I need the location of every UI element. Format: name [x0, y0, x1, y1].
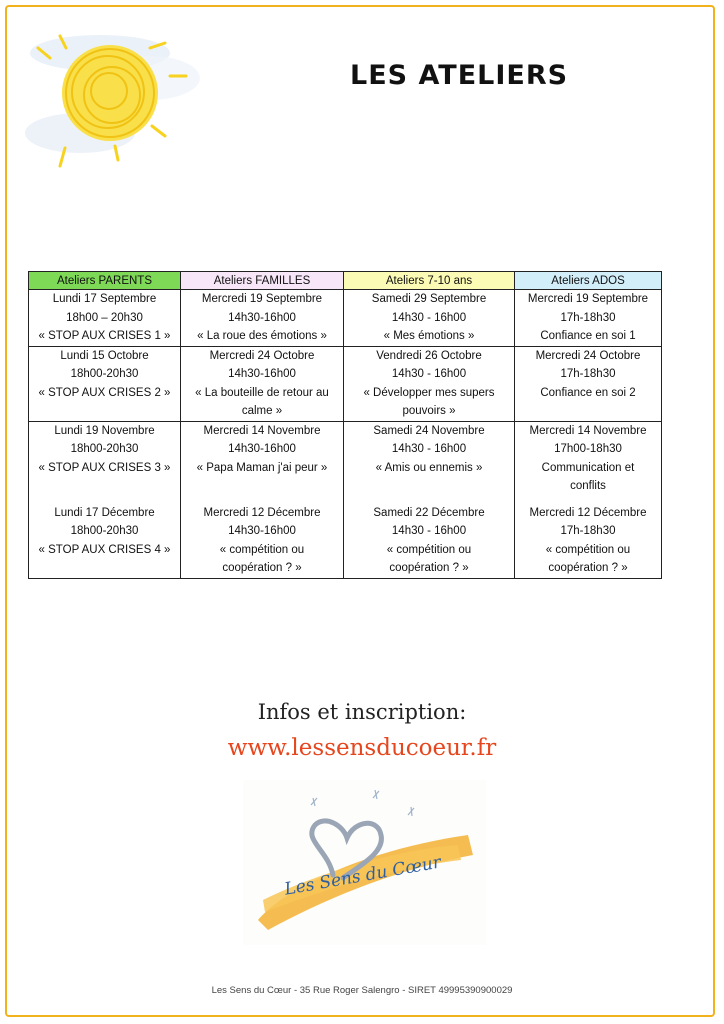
- session-cell: [344, 346, 515, 421]
- session-time: 17h-18h30: [560, 311, 616, 324]
- session-topic: « La bouteille de retour au: [195, 386, 329, 399]
- session-cell: [344, 290, 515, 347]
- session-topic: pouvoirs »: [402, 405, 456, 417]
- session-time: 14h30-16h00: [228, 525, 296, 537]
- session-time: 14h30-16h00: [228, 443, 296, 455]
- session-cell: [344, 421, 515, 496]
- session-topic: « compétition ou: [219, 543, 305, 556]
- session-topic: « La roue des émotions »: [197, 330, 327, 342]
- infos-label: Infos et inscription:: [257, 700, 467, 724]
- session-date: Mercredi 14 Novembre: [529, 424, 647, 437]
- website-link[interactable]: www.lessensducoeur.fr: [227, 735, 497, 761]
- session-topic: coopération ? »: [222, 562, 302, 574]
- session-time: 14h30-16h00: [228, 311, 296, 324]
- session-topic: Communication et: [541, 461, 635, 474]
- session-topic: coopération ? »: [548, 562, 628, 574]
- session-time: 18h00 – 20h30: [66, 311, 143, 324]
- session-topic: « Papa Maman j'ai peur »: [196, 461, 328, 474]
- page-title: LES ATELIERS: [350, 60, 569, 91]
- session-topic: Confiance en soi 2: [540, 386, 636, 399]
- session-cell: [29, 290, 181, 347]
- session-time: 14h30 - 16h00: [391, 525, 467, 537]
- table-row: [29, 496, 662, 579]
- session-time: 17h00-18h30: [554, 443, 622, 455]
- session-cell: [181, 346, 344, 421]
- session-date: Lundi 17 Septembre: [52, 293, 157, 305]
- table-row: [29, 421, 662, 496]
- session-cell: [29, 346, 181, 421]
- table-row: [29, 346, 662, 421]
- session-date: Mercredi 14 Novembre: [203, 424, 321, 437]
- session-topic: « compétition ou: [545, 543, 631, 556]
- logo-text: Les Sens du Cœur: [283, 852, 443, 900]
- session-date: Mercredi 19 Septembre: [527, 293, 649, 305]
- session-date: Mercredi 12 Décembre: [203, 506, 321, 519]
- session-date: Samedi 24 Novembre: [373, 424, 485, 437]
- session-topic: coopération ? »: [389, 562, 469, 574]
- session-cell: [515, 421, 662, 496]
- session-time: 17h-18h30: [560, 525, 616, 537]
- session-date: Lundi 15 Octobre: [60, 349, 149, 362]
- session-date: Lundi 19 Novembre: [54, 424, 155, 437]
- session-time: 14h30 - 16h00: [391, 368, 467, 380]
- session-cell: [344, 496, 515, 579]
- session-date: Mercredi 24 Octobre: [535, 349, 641, 362]
- logo: [243, 780, 486, 945]
- session-topic: « Mes émotions »: [383, 330, 475, 342]
- session-topic: « compétition ou: [386, 543, 472, 556]
- session-topic: Confiance en soi 1: [540, 330, 636, 342]
- session-topic: « Amis ou ennemis »: [375, 461, 483, 474]
- workshop-schedule-table: [28, 271, 662, 579]
- session-time: 17h-18h30: [560, 368, 616, 380]
- session-time: 18h00-20h30: [70, 443, 139, 455]
- session-time: 18h00-20h30: [70, 368, 139, 380]
- session-topic: calme »: [241, 405, 283, 417]
- footer-text: Les Sens du Cœur - 35 Rue Roger Salengro - SIRET 49995390900029: [211, 985, 513, 996]
- sun-illustration: [20, 18, 220, 193]
- header-ados: Ateliers ADOS: [515, 272, 662, 290]
- table-row: [29, 290, 662, 347]
- header-7-10-ans: Ateliers 7-10 ans: [344, 272, 515, 290]
- session-date: Mercredi 19 Septembre: [201, 293, 323, 305]
- session-date: Vendredi 26 Octobre: [376, 349, 482, 362]
- session-topic: « STOP AUX CRISES 4 »: [38, 543, 171, 556]
- session-cell: [515, 496, 662, 579]
- session-cell: [29, 496, 181, 579]
- session-date: Mercredi 12 Décembre: [529, 506, 647, 519]
- session-topic: « STOP AUX CRISES 3 »: [38, 461, 171, 474]
- session-cell: [181, 290, 344, 347]
- session-topic: « Développer mes supers: [363, 386, 495, 399]
- session-time: 14h30 - 16h00: [391, 311, 467, 324]
- session-date: Mercredi 24 Octobre: [209, 349, 315, 362]
- session-date: Lundi 17 Décembre: [54, 506, 155, 519]
- session-date: Samedi 29 Septembre: [371, 293, 487, 305]
- session-cell: [29, 421, 181, 496]
- session-time: 14h30-16h00: [228, 368, 296, 380]
- session-cell: [515, 346, 662, 421]
- header-parents: Ateliers PARENTS: [29, 272, 181, 290]
- session-cell: [181, 496, 344, 579]
- session-time: 18h00-20h30: [70, 525, 139, 537]
- session-date: Samedi 22 Décembre: [373, 506, 485, 519]
- session-cell: [515, 290, 662, 347]
- session-topic: « STOP AUX CRISES 1 »: [38, 330, 171, 342]
- session-time: 14h30 - 16h00: [391, 443, 467, 455]
- session-topic: conflits: [570, 480, 606, 492]
- session-cell: [181, 421, 344, 496]
- header-familles: Ateliers FAMILLES: [181, 272, 344, 290]
- session-topic: « STOP AUX CRISES 2 »: [38, 386, 171, 399]
